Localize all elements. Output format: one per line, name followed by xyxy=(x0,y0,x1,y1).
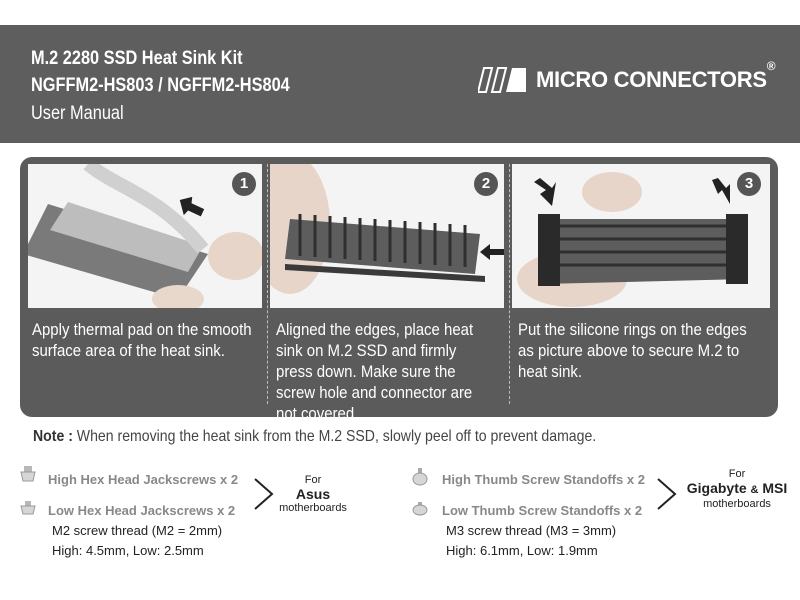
asus-brand: Asus xyxy=(295,486,331,502)
motherboards-label: motherboards xyxy=(703,498,771,510)
step-3-number-badge: 3 xyxy=(737,172,761,196)
chevron-right-icon xyxy=(252,476,276,512)
step-3-text: Put the silicone rings on the edges as picture above to secure M.2 to heat sink. xyxy=(518,320,747,381)
low-thumb-screw-standoff-label: Low Thumb Screw Standoffs x 2 xyxy=(442,503,643,518)
motherboards-label: motherboards xyxy=(279,502,347,514)
m2-size-spec: High: 4.5mm, Low: 2.5mm xyxy=(52,543,204,558)
m2-thread-spec: M2 screw thread (M2 = 2mm) xyxy=(52,523,223,538)
step-1-number-badge: 1 xyxy=(232,172,256,196)
low-hex-jackscrew-label: Low Hex Head Jackscrews x 2 xyxy=(48,503,236,518)
title-line-2: NGFFM2-HS803 / NGFFM2-HS804 xyxy=(31,75,290,96)
note-text: When removing the heat sink from the M.2 SSD, slowly peel off to prevent damage. xyxy=(76,428,597,445)
header-banner xyxy=(0,25,800,143)
registered-mark: ® xyxy=(766,59,776,73)
brand-name xyxy=(536,59,776,93)
high-thumb-screw-standoff-icon xyxy=(412,468,428,486)
gigabyte-msi-compatibility xyxy=(680,467,794,511)
ampersand: & xyxy=(750,484,759,496)
step-1-photo xyxy=(28,164,262,308)
gigabyte-brand: Gigabyte xyxy=(686,480,747,496)
thermal-pad-illustration xyxy=(28,164,262,308)
low-hex-jackscrew-icon xyxy=(20,499,36,517)
chevron-right-icon xyxy=(655,476,679,512)
step-3-photo xyxy=(512,164,770,308)
removal-note xyxy=(33,428,596,446)
asus-compatibility xyxy=(278,473,348,515)
high-hex-jackscrew-label: High Hex Head Jackscrews x 2 xyxy=(48,472,239,487)
heat-sink-on-ssd-illustration xyxy=(270,164,504,308)
step-divider xyxy=(267,164,268,404)
document-subtitle: User Manual xyxy=(31,103,124,124)
step-3 xyxy=(512,164,770,414)
step-2-number-badge: 2 xyxy=(474,172,498,196)
document-title xyxy=(31,45,290,99)
step-2-text: Aligned the edges, place heat sink on M.2 SSD and firmly press down. Make sure the screw hole and connector are not covered. xyxy=(276,320,474,423)
step-divider xyxy=(509,164,510,404)
msi-brand: MSI xyxy=(762,480,788,496)
silicone-rings-illustration xyxy=(512,164,770,308)
m3-size-spec: High: 6.1mm, Low: 1.9mm xyxy=(446,543,598,558)
title-line-1: M.2 2280 SSD Heat Sink Kit xyxy=(31,48,243,69)
note-label: Note : xyxy=(33,428,73,445)
gigabyte-msi-brands xyxy=(680,481,794,497)
for-label: For xyxy=(728,468,746,480)
step-2 xyxy=(270,164,504,423)
step-2-photo xyxy=(270,164,504,308)
high-thumb-screw-standoff-label: High Thumb Screw Standoffs x 2 xyxy=(442,472,645,487)
step-1 xyxy=(28,164,262,414)
installation-steps-panel xyxy=(20,157,778,423)
m3-thread-spec: M3 screw thread (M3 = 3mm) xyxy=(446,523,617,538)
high-hex-jackscrew-icon xyxy=(20,466,36,484)
brand-logo xyxy=(478,59,776,95)
low-thumb-screw-standoff-icon xyxy=(412,499,428,517)
micro-connectors-logo-icon xyxy=(478,66,528,94)
for-label: For xyxy=(304,474,322,486)
brand-name-text: MICRO CONNECTORS xyxy=(536,67,767,92)
step-1-text: Apply thermal pad on the smooth surface area of the heat sink. xyxy=(32,320,252,360)
